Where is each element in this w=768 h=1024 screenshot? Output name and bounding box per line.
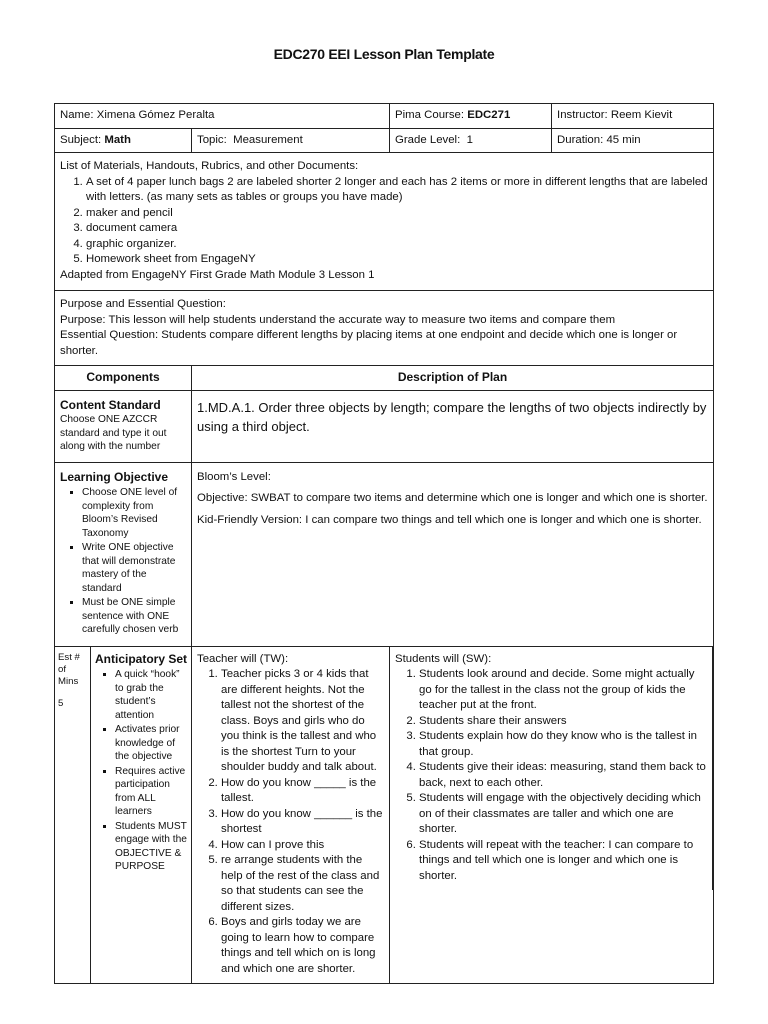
purpose-text: Purpose: This lesson will help students understand the accurate way to measure two items and compare them [60,313,616,326]
list-item: 1. Teacher picks 3 or 4 kids that are different heights. Not the tallest not the shortest of the class. Boys and girls who do you think is the tallest and who is the shortest Turn to your shoulder buddy and talk about. [221,667,384,776]
grade-label: Grade Level: [395,133,461,146]
subject-row [55,128,714,153]
subject-value: Math [104,133,131,146]
students-will-list [395,667,707,884]
grade-value: 1 [466,133,473,146]
est-mins-cell [55,646,91,984]
essential-question: Essential Question: Students compare different lengths by placing items at one endpoint and decide which one is longer or shorter. [60,329,678,357]
purpose-heading: Purpose and Essential Question: [60,298,226,310]
learning-objective-description [192,462,714,646]
list-item: 3. document camera [86,221,708,237]
section-header-row [55,366,714,391]
materials-list [60,175,708,268]
name-label: Name: [60,109,94,121]
course-cell [390,104,552,129]
list-item: 5. Students will engage with the objectively deciding which on of their classmates are taller and which one are shorter. [419,791,707,838]
grade-cell [390,128,552,153]
name-value: Ximena Gómez Peralta [96,109,215,121]
subject-cell [55,128,192,153]
list-item: ▪ Write ONE objective that will demonstrate mastery of the standard [82,541,186,595]
name-cell [55,104,390,129]
lesson-plan-table [54,103,714,984]
learning-objective-title: Learning Objective [60,469,169,484]
materials-cell [55,153,714,291]
content-standard-component [55,390,192,462]
materials-adapted: Adapted from EngageNY First Grade Math Module 3 Lesson 1 [60,268,375,281]
list-item: 3. How do you know ______ is the shortest [221,807,384,838]
instructor-label: Instructor: [557,109,608,121]
objective-text: Objective: SWBAT to compare two items and determine which one is longer and which one is shorter. [197,492,708,504]
list-item: ▪ Must be ONE simple sentence with ONE carefully chosen verb [82,596,186,637]
list-item: 2. How do you know _____ is the tallest. [221,776,384,807]
list-item: 1. A set of 4 paper lunch bags 2 are labeled shorter 2 longer and each has 2 items or more in different lengths that are labeled with letters. (as many sets as tables or groups you have made) [86,175,708,206]
content-standard-description: 1.MD.A.1. Order three objects by length; compare the lengths of two objects indirectly by using a third object. [192,390,714,462]
list-item: 5. Homework sheet from EngageNY [86,252,708,268]
learning-objective-bullets [60,486,186,637]
materials-row [55,153,714,291]
page-title: EDC270 EEI Lesson Plan Template [273,46,495,62]
content-standard-instructions: Choose ONE AZCCR standard and type it out along with the number [60,414,167,452]
anticipatory-set-row [55,646,714,984]
teacher-will-cell [192,646,390,984]
list-item: ▪ A quick “hook” to grab the student’s attention [115,668,188,722]
blooms-level: Bloom’s Level: [197,470,271,483]
description-header: Description of Plan [192,366,714,391]
topic-value: Measurement [233,133,303,146]
list-item: 5. re arrange students with the help of the rest of the class and so that students can see the different sizes. [221,853,384,915]
anticipatory-set-title: Anticipatory Set [95,651,188,666]
materials-heading: List of Materials, Handouts, Rubrics, and other Documents: [60,160,359,172]
anticipatory-set-bullets [95,668,188,874]
content-standard-title: Content Standard [60,397,161,412]
est-mins-label: Est # of Mins [58,651,80,687]
instructor-cell [552,104,714,129]
subject-label: Subject: [60,133,102,146]
list-item: ▪ Choose ONE level of complexity from Bloom’s Revised Taxonomy [82,486,186,540]
list-item: ▪ Activates prior knowledge of the objective [115,723,188,764]
topic-label: Topic: [197,133,227,146]
anticipatory-set-component [91,646,192,984]
course-label: Pima Course: [395,109,465,121]
list-item: ▪ Requires active participation from ALL learners [115,765,188,819]
content-standard-row [55,390,714,462]
duration-label: Duration: [557,133,604,146]
list-item: 4. Students give their ideas: measuring, stand them back to back, next to each other. [419,760,707,791]
list-item: 4. graphic organizer. [86,237,708,253]
course-value: EDC271 [467,109,511,121]
list-item: 1. Students look around and decide. Some might actually go for the tallest in the class not the group of kids the teacher put at the front. [419,667,707,714]
topic-cell [192,128,390,153]
components-header: Components [55,366,192,391]
students-will-heading: Students will (SW): [395,652,492,665]
teacher-will-heading: Teacher will (TW): [197,652,289,665]
name-row [55,104,714,129]
learning-objective-component [55,462,192,646]
duration-value: 45 min [606,133,641,146]
learning-objective-row [55,462,714,646]
list-item: ▪ Students MUST engage with the OBJECTIVE & PURPOSE [115,820,188,874]
est-mins-value: 5 [58,697,64,709]
duration-cell [552,128,714,153]
teacher-will-list [197,667,384,977]
instructor-value: Reem Kievit [610,109,673,121]
students-will-wrapper [390,646,714,984]
purpose-cell [55,291,714,366]
list-item: 6. Students will repeat with the teacher: I can compare to things and tell which one is longer and which one is shorter. [419,838,707,885]
list-item: 4. How can I prove this [221,838,384,854]
students-will-table [390,647,713,891]
kid-friendly-text: Kid-Friendly Version: I can compare two things and tell which one is longer and which one is shorter. [197,513,702,526]
students-will-cell [390,647,713,891]
list-item: 2. Students share their answers [419,714,707,730]
list-item: 3. Students explain how do they know who is the tallest in that group. [419,729,707,760]
list-item: 2. maker and pencil [86,206,708,222]
purpose-row [55,291,714,366]
list-item: 6. Boys and girls today we are going to learn how to compare things and tell which on is long and which one are shorter. [221,915,384,977]
